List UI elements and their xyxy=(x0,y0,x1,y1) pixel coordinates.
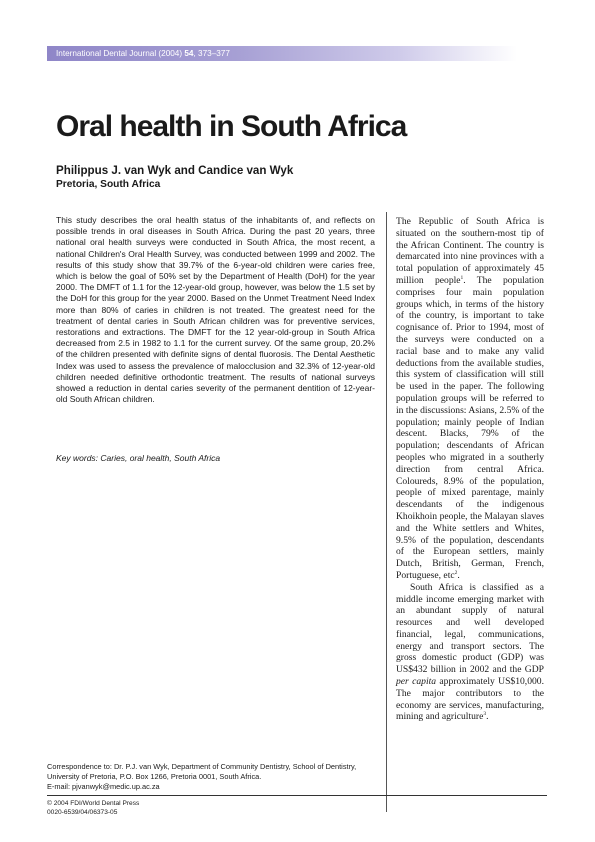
correspondence-address: Correspondence to: Dr. P.J. van Wyk, Department of Community Dentistry, School of Dentistry, University of Pretoria, P.O. Box 1266, Pretoria 0001, South Africa. xyxy=(47,762,357,782)
body-paragraph: South Africa is classified as a middle income emerging market with an abundant supply of natural resources and well developed financial, legal, communications, energy and transport sectors. The gross domestic product (GDP) was US$432 billion in 2002 and the GDP per capita approximately US$10,000. The major contributors to the economy are services, manufacturing, mining and agriculture$^3$. xyxy=(396,581,544,723)
copyright-block xyxy=(47,799,139,817)
copyright-notice: © 2004 FDI/World Dental Press xyxy=(47,800,140,807)
reference-marker: 3 xyxy=(483,711,487,718)
column-divider xyxy=(386,212,387,812)
abstract-text: This study describes the oral health status of the inhabitants of, and reflects on possible trends in oral diseases in South Africa. During the past 20 years, three national oral health surveys were conducted in South Africa, the most recent, a national Children's Oral Health Survey, was conducted between 1999 and 2002. The results of this study show that 39.7% of the 6-year-old children were caries free, which is below the goal of 50% set by the Department of Health (DoH) for the year 2000. The DMFT of 1.1 for the 12-year-old group, however, was below the 1.5 set by the DoH for this group for the year 2000. Based on the Unmet Treatment Need Index more than 80% of caries in children is not treated. The greatest need for the treatment of dental caries in South African children was for preventive services, restorations and extractions. The DMFT for the 12 year-old-group in South Africa decreased from 2.5 in 1982 to 1.1 for the current survey. Of the same group, 20.2% of the children presented with definite signs of dental fluorosis. The Dental Aesthetic Index was used to assess the prevalence of malocclusion and 32.3% of 12-year-old children needed definitive orthodontic treatment. The results of national surveys showed a reduction in dental caries severity of the permanent dentition of 12-year-old South African children. xyxy=(56,215,375,405)
journal-volume: 54 xyxy=(184,49,194,58)
article-authors: Philippus J. van Wyk and Candice van Wyk xyxy=(56,164,294,177)
article-title: Oral health in South Africa xyxy=(56,110,407,143)
reference-marker: 1 xyxy=(460,274,464,281)
body-paragraph: The Republic of South Africa is situated on the southern-most tip of the African Continent. The country is demarcated into nine provinces with a total population of approximately 45 million people$^1$. The population comprises four main population groups which, in terms of the history of the country, is important to take cognisance of. Prior to 1994, most of the surveys were conducted on a racial base and to make any valid deductions from the available studies, this system of classification will still be used in the paper. The following population groups will be referred to in the discussions: Asians, 2.5% of the population; mainly people of Indian descent. Blacks, 79% of the population; descendants of African peoples who migrated in a southerly direction from central Africa. Coloureds, 8.9% of the population, people of mixed parentage, mainly descendants of the indigenous Khoikhoin people, the Malayan slaves and the White settlers and Whites, 9.5% of the population, descendants of the European settlers, mainly Dutch, British, German, French, Portuguese, etc$^2$. xyxy=(396,216,544,581)
correspondence-note xyxy=(47,762,377,793)
body-column xyxy=(396,216,544,723)
correspondence-email: E-mail: pjvanwyk@medic.up.ac.za xyxy=(47,782,160,792)
author-affiliation: Pretoria, South Africa xyxy=(56,179,161,190)
abstract-keywords: Key words: Caries, oral health, South Africa xyxy=(56,453,221,463)
journal-reference: International Dental Journal (2004) 54, 373–377 xyxy=(56,49,230,58)
reference-marker: 2 xyxy=(454,569,458,576)
footer-divider xyxy=(47,795,547,796)
journal-pages: 373–377 xyxy=(198,49,230,58)
issn-code: 0020-6539/04/06373-05 xyxy=(47,809,118,816)
journal-name: International Dental Journal (2004) xyxy=(56,49,183,58)
